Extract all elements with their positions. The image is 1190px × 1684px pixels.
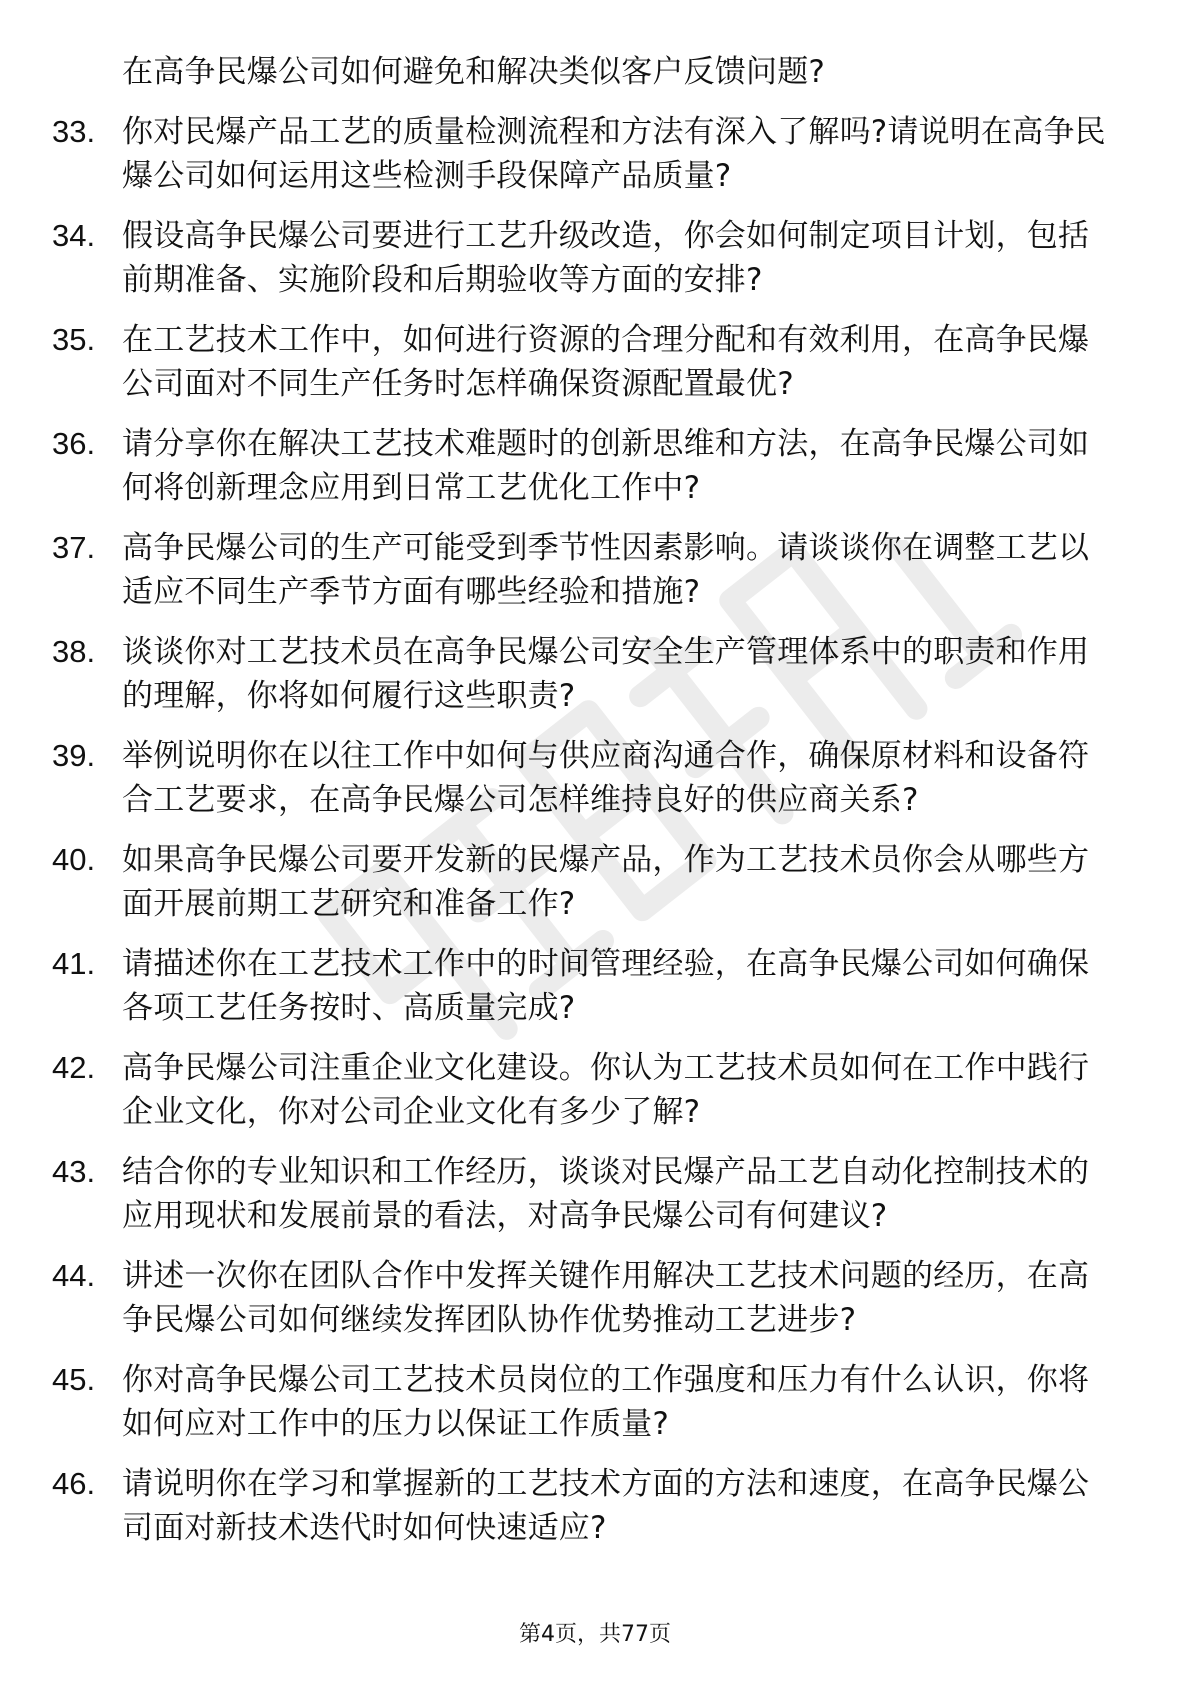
question-text: 举例说明你在以往工作中如何与供应商沟通合作，确保原材料和设备符合工艺要求，在高争民爆公司怎样维持良好的供应商关系? [122,738,1090,818]
page-footer: 第4页，共77页 [519,1622,671,1647]
question-number: 38. [52,634,96,669]
question-item [52,838,1112,926]
question-item [52,942,1112,1030]
question-number: 36. [52,426,96,461]
question-item [52,1046,1112,1134]
question-text: 高争民爆公司注重企业文化建设。你认为工艺技术员如何在工作中践行企业文化，你对公司企业文化有多少了解? [122,1050,1090,1130]
question-number: 33. [52,114,96,149]
question-number: 42. [52,1050,96,1085]
question-text: 请分享你在解决工艺技术难题时的创新思维和方法，在高争民爆公司如何将创新理念应用到日常工艺优化工作中? [122,426,1090,506]
question-item [52,734,1112,822]
question-number: 37. [52,530,96,565]
question-item [52,526,1112,614]
question-text: 假设高争民爆公司要进行工艺升级改造，你会如何制定项目计划，包括前期准备、实施阶段和后期验收等方面的安排? [122,218,1090,298]
continuation-line: 在高争民爆公司如何避免和解决类似客户反馈问题? [122,54,826,90]
question-text: 你对民爆产品工艺的质量检测流程和方法有深入了解吗?请说明在高争民爆公司如何运用这些检测手段保障产品质量? [122,114,1106,194]
question-text: 结合你的专业知识和工作经历，谈谈对民爆产品工艺自动化控制技术的应用现状和发展前景的看法，对高争民爆公司有何建议? [122,1154,1090,1234]
question-number: 41. [52,946,96,981]
question-list [52,50,1112,1566]
question-text: 谈谈你对工艺技术员在高争民爆公司安全生产管理体系中的职责和作用的理解，你将如何履行这些职责? [122,634,1090,714]
question-number: 39. [52,738,96,773]
question-number: 34. [52,218,96,253]
question-item [52,318,1112,406]
question-text: 如果高争民爆公司要开发新的民爆产品，作为工艺技术员你会从哪些方面开展前期工艺研究和准备工作? [122,842,1090,922]
question-item [52,630,1112,718]
question-text: 你对高争民爆公司工艺技术员岗位的工作强度和压力有什么认识，你将如何应对工作中的压力以保证工作质量? [122,1362,1090,1442]
question-item [52,1254,1112,1342]
question-number: 35. [52,322,96,357]
question-number: 45. [52,1362,96,1397]
question-number: 43. [52,1154,96,1189]
question-item [52,422,1112,510]
question-text: 在工艺技术工作中，如何进行资源的合理分配和有效利用，在高争民爆公司面对不同生产任务时怎样确保资源配置最优? [122,322,1090,402]
question-text: 请描述你在工艺技术工作中的时间管理经验，在高争民爆公司如何确保各项工艺任务按时、高质量完成? [122,946,1090,1026]
question-number: 40. [52,842,96,877]
question-number: 46. [52,1466,96,1501]
question-text: 高争民爆公司的生产可能受到季节性因素影响。请谈谈你在调整工艺以适应不同生产季节方面有哪些经验和措施? [122,530,1090,610]
question-item [52,110,1112,198]
question-item [52,1358,1112,1446]
question-text: 讲述一次你在团队合作中发挥关键作用解决工艺技术问题的经历，在高争民爆公司如何继续发挥团队协作优势推动工艺进步? [122,1258,1090,1338]
question-number: 44. [52,1258,96,1293]
question-item [52,214,1112,302]
question-item [52,1462,1112,1550]
question-item [52,1150,1112,1238]
question-text: 请说明你在学习和掌握新的工艺技术方面的方法和速度，在高争民爆公司面对新技术迭代时如何快速适应? [122,1466,1090,1546]
